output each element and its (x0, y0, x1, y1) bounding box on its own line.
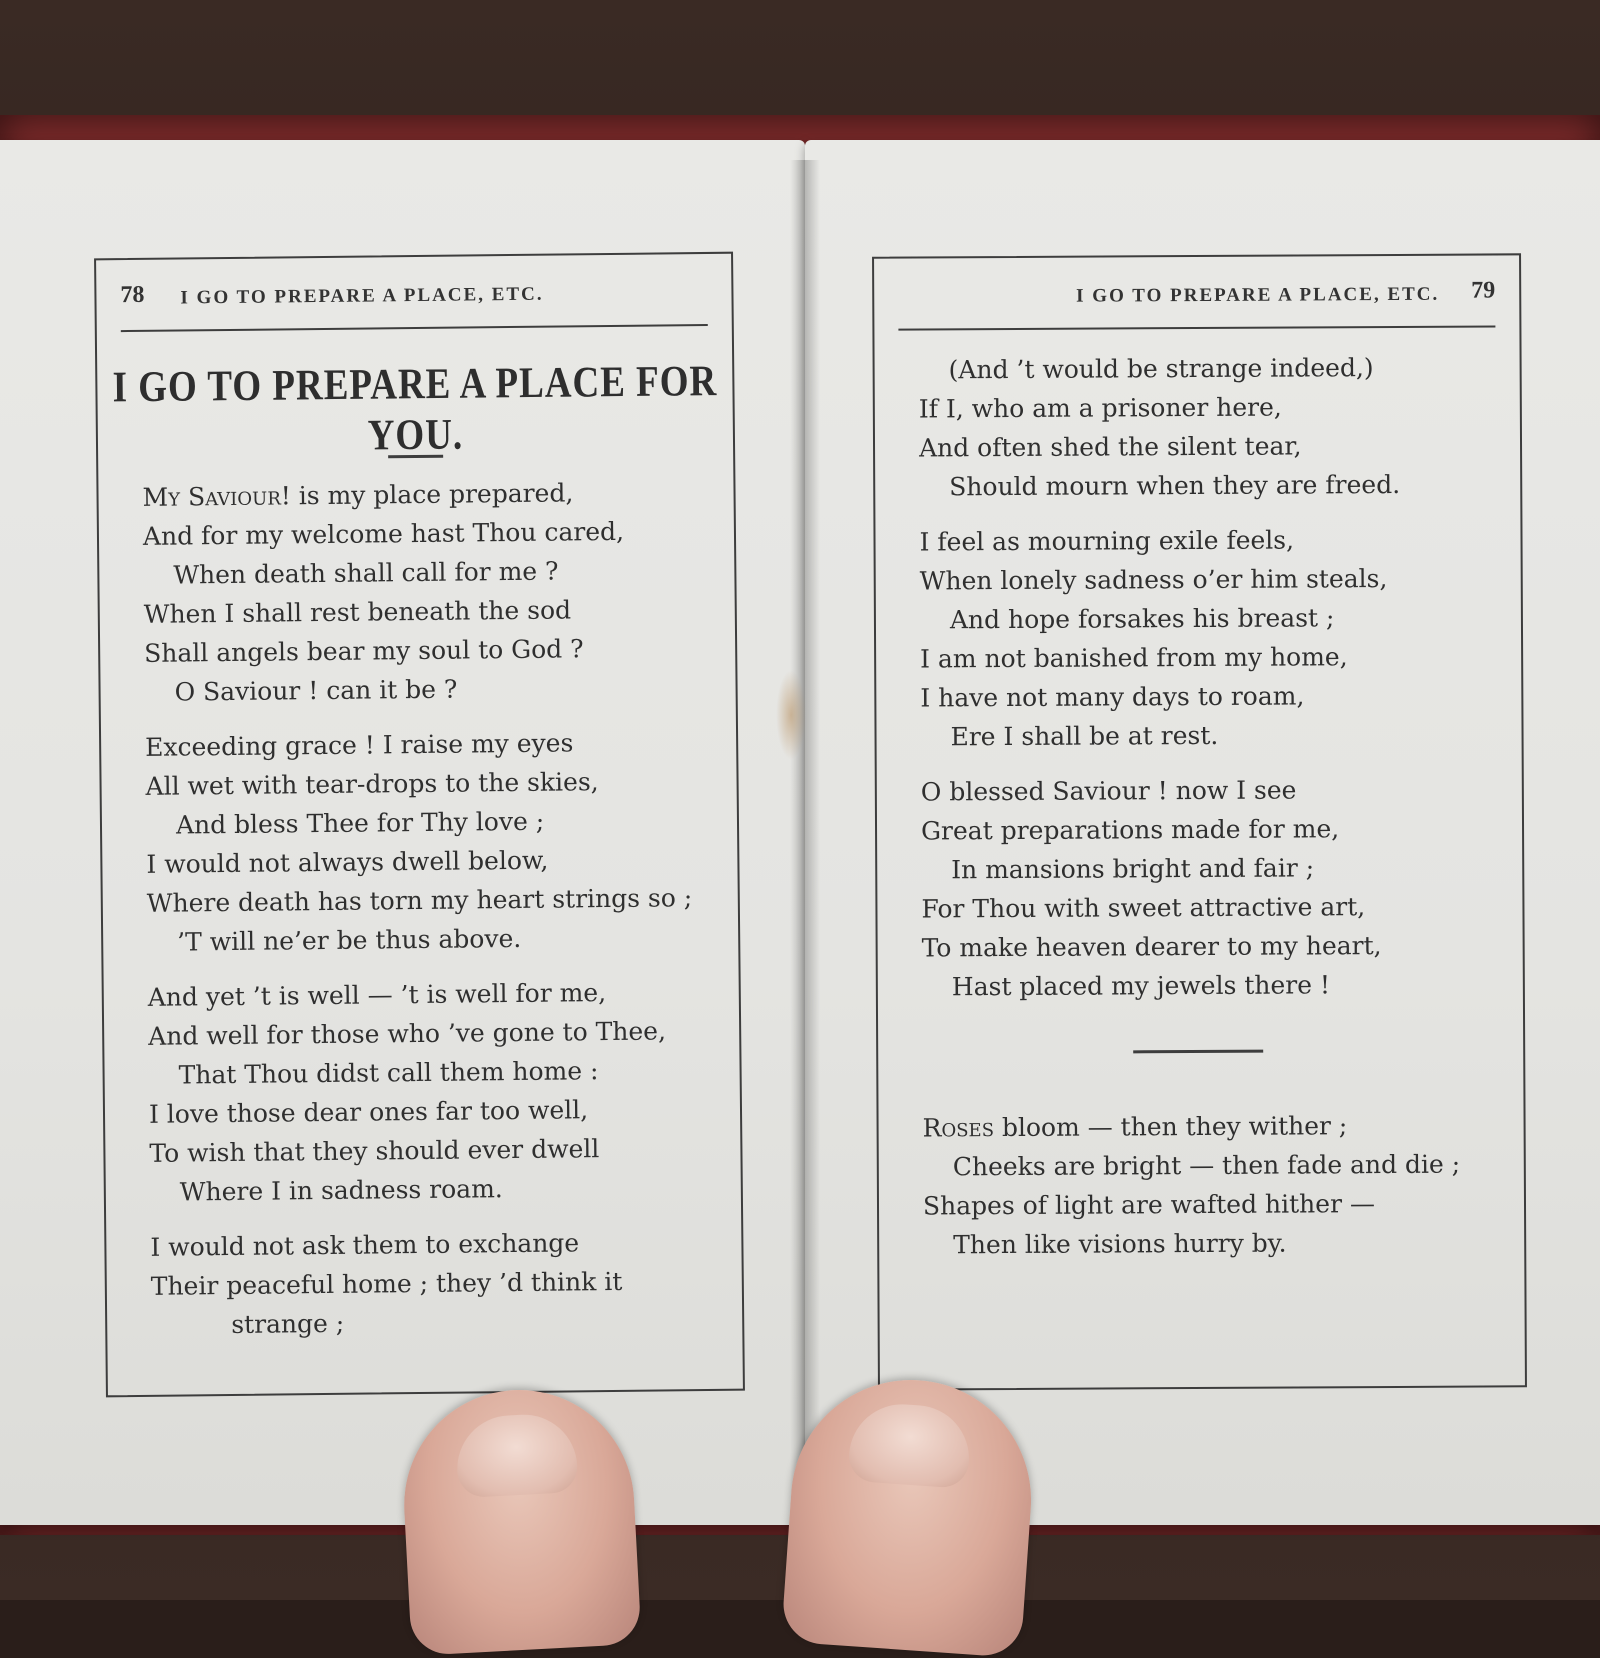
left-page-frame (94, 252, 745, 1398)
poem-line: And for my welcome hast Thou cared, (142, 516, 625, 551)
left-poem-text (142, 472, 697, 1361)
poem-line: Cheeks are bright — then fade and die ; (952, 1149, 1461, 1182)
poem-line: Ere I shall be at rest. (950, 720, 1219, 752)
poem-line: And yet ’t is well — ’t is well for me, (147, 978, 607, 1012)
right-thumbnail (847, 1401, 972, 1489)
right-second-poem (922, 1106, 1460, 1281)
poem-line: I feel as mourning exile feels, (919, 525, 1295, 557)
poem-line: To wish that they should ever dwell (149, 1134, 600, 1168)
poem-line: When I shall rest beneath the sod (143, 595, 572, 629)
stanza (145, 722, 693, 962)
poem-line: I am not banished from my home, (920, 642, 1348, 674)
poem-line: O blessed Saviour ! now I see (920, 775, 1297, 807)
stanza (142, 472, 690, 712)
stanza (150, 1222, 697, 1345)
poem-line-start: My Saviour (142, 481, 281, 512)
poem-line: O Saviour ! can it be ? (174, 674, 458, 707)
poem-line: Hast placed my jewels there ! (951, 970, 1331, 1002)
page-stain (776, 670, 806, 760)
poem-line: (And ’t would be strange indeed,) (948, 353, 1374, 385)
poem-line: For Thou with sweet attractive art, (921, 892, 1366, 924)
left-running-title: I GO TO PREPARE A PLACE, ETC. (180, 283, 544, 309)
poem-line: To make heaven dearer to my heart, (921, 931, 1382, 963)
poem-line: And well for those who ’ve gone to Thee, (148, 1016, 667, 1051)
right-page-frame (872, 253, 1527, 1390)
stanza (148, 972, 696, 1212)
stanza (922, 1106, 1460, 1265)
book-gutter (790, 160, 820, 1500)
poem-line (922, 1106, 1460, 1148)
poem-line: That Thou didst call them home : (178, 1056, 599, 1090)
poem-line: Should mourn when they are freed. (949, 469, 1401, 502)
poem-line-rest: bloom — then they wither ; (993, 1111, 1348, 1143)
left-header-rule (121, 324, 708, 332)
poem-line: If I, who am a prisoner here, (918, 392, 1282, 424)
right-running-head (898, 277, 1495, 320)
poem-line: Their peaceful home ; they ’d think it (150, 1266, 623, 1301)
poem-line: Where death has torn my heart strings so ; (146, 883, 693, 918)
poem-line: I have not many days to roam, (920, 681, 1305, 713)
stanza (919, 520, 1401, 757)
poem-line-start: Roses (922, 1113, 995, 1143)
poem-line: And bless Thee for Thy love ; (175, 806, 545, 840)
poem-line: Great preparations made for me, (920, 814, 1340, 846)
poem-line: strange ; (231, 1308, 345, 1339)
stanza (921, 770, 1403, 1007)
poem-line: ’T will ne’er be thus above. (177, 923, 522, 957)
poem-line (142, 472, 688, 517)
poem-line: Exceeding grace ! I raise my eyes (145, 728, 574, 762)
stanza (919, 348, 1401, 507)
left-running-head (120, 276, 707, 322)
poem-line: Where I in sadness roam. (179, 1174, 503, 1207)
right-page-number: 79 (1471, 277, 1496, 304)
right-running-title: I GO TO PREPARE A PLACE, ETC. (1076, 283, 1440, 307)
poem-line: I love those dear ones far too well, (148, 1095, 589, 1129)
poem-line: I would not ask them to exchange (150, 1228, 580, 1262)
poem-line: When death shall call for me ? (173, 556, 559, 590)
poem-line: Then like visions hurry by. (953, 1228, 1287, 1260)
poem-line: Shall angels bear my soul to God ? (144, 634, 584, 668)
poem-line: And often shed the silent tear, (918, 431, 1302, 463)
right-poem-text (919, 348, 1403, 1023)
left-page-number: 78 (120, 281, 145, 309)
poem-title: I GO TO PREPARE A PLACE FOR YOU. (112, 357, 718, 461)
poem-line: Shapes of light are wafted hither — (922, 1189, 1376, 1221)
left-thumbnail (455, 1412, 579, 1498)
poem-line-rest: ! is my place prepared, (280, 478, 574, 511)
poem-line: And hope forsakes his breast ; (949, 603, 1335, 635)
poem-line: All wet with tear-drops to the skies, (145, 767, 599, 801)
poem-line: In mansions bright and fair ; (951, 853, 1315, 885)
right-header-rule (898, 325, 1495, 330)
poem-line: I would not always dwell below, (146, 845, 549, 879)
poem-line: When lonely sadness o’er him steals, (919, 564, 1388, 596)
title-divider (388, 455, 443, 459)
